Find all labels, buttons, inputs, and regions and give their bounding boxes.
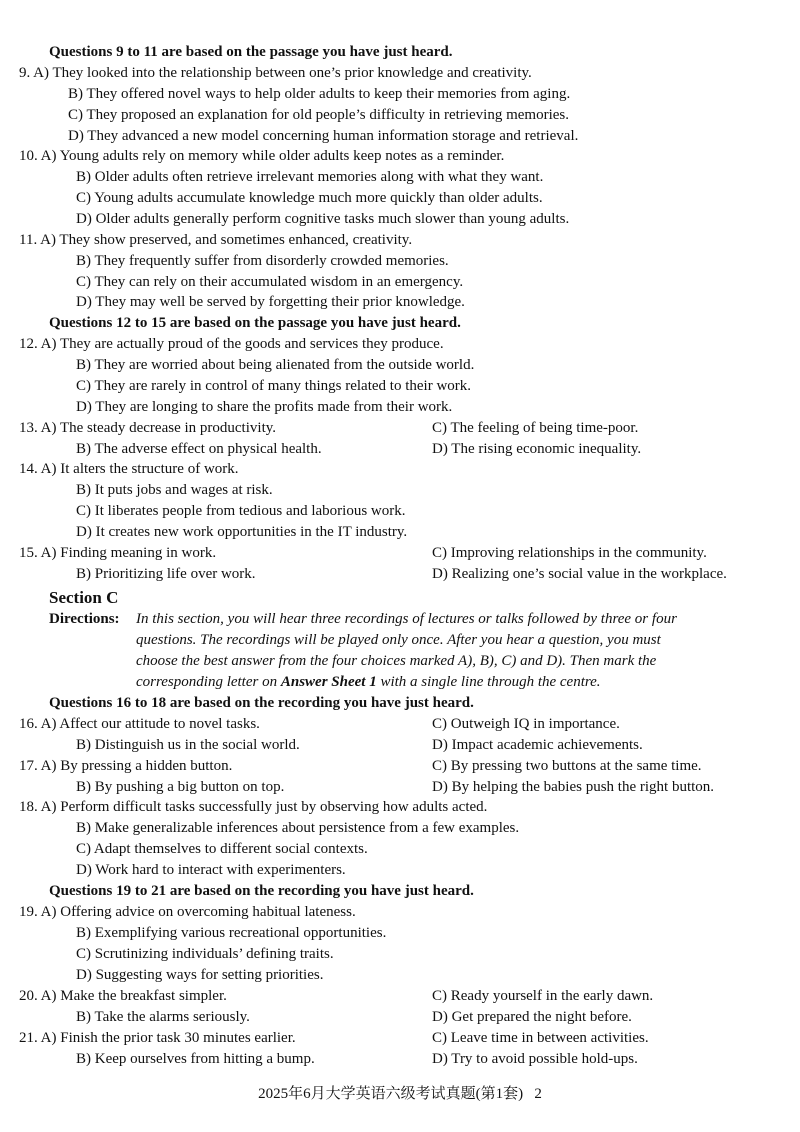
q12-option-b: B) They are worried about being alienated from the outside world. xyxy=(76,357,475,373)
q20-option-c: C) Ready yourself in the early dawn. xyxy=(432,988,654,1004)
q17-option-a: 17. A) By pressing a hidden button. xyxy=(19,758,233,774)
q11-option-d: D) They may well be served by forgetting their prior knowledge. xyxy=(76,294,465,310)
q14-option-b: B) It puts jobs and wages at risk. xyxy=(76,482,273,498)
heading-questions-16-18: Questions 16 to 18 are based on the recording you have just heard. xyxy=(49,695,474,711)
q19-option-d: D) Suggesting ways for setting priorities. xyxy=(76,967,324,983)
q19-option-a: 19. A) Offering advice on overcoming habitual lateness. xyxy=(19,904,356,920)
q16-option-b: B) Distinguish us in the social world. xyxy=(76,737,300,753)
directions-line-4-pre: corresponding letter on xyxy=(136,674,281,690)
q12-option-d: D) They are longing to share the profits made from their work. xyxy=(76,399,453,415)
q16-option-d: D) Impact academic achievements. xyxy=(432,737,643,753)
q19-option-b: B) Exemplifying various recreational opportunities. xyxy=(76,925,387,941)
q9-option-d: D) They advanced a new model concerning human information storage and retrieval. xyxy=(68,128,579,144)
q15-option-b: B) Prioritizing life over work. xyxy=(76,566,256,582)
q16-option-a: 16. A) Affect our attitude to novel tasks. xyxy=(19,716,260,732)
q11-option-b: B) They frequently suffer from disorderly crowded memories. xyxy=(76,253,449,269)
q11-option-a: 11. A) They show preserved, and sometimes enhanced, creativity. xyxy=(19,232,413,248)
q10-option-c: C) Young adults accumulate knowledge much more quickly than older adults. xyxy=(76,190,543,206)
directions-line-1: In this section, you will hear three recordings of lectures or talks followed by three or four xyxy=(136,611,677,627)
q13-option-b: B) The adverse effect on physical health. xyxy=(76,441,322,457)
q18-option-d: D) Work hard to interact with experimenters. xyxy=(76,862,346,878)
directions-label xyxy=(49,609,120,630)
q15-option-c: C) Improving relationships in the community. xyxy=(432,545,707,561)
q21-option-c: C) Leave time in between activities. xyxy=(432,1030,649,1046)
q16-option-c: C) Outweigh IQ in importance. xyxy=(432,716,620,732)
q10-option-a: 10. A) Young adults rely on memory while older adults keep notes as a reminder. xyxy=(19,148,505,164)
q20-option-d: D) Get prepared the night before. xyxy=(432,1009,632,1025)
directions-line-3: choose the best answer from the four choices marked A), B), C) and D). Then mark the xyxy=(136,653,657,669)
q17-option-b: B) By pushing a big button on top. xyxy=(76,779,285,795)
q20-option-b: B) Take the alarms seriously. xyxy=(76,1009,250,1025)
q18-option-a: 18. A) Perform difficult tasks successfully just by observing how adults acted. xyxy=(19,799,488,815)
q12-option-a: 12. A) They are actually proud of the goods and services they produce. xyxy=(19,336,444,352)
q13-option-c: C) The feeling of being time-poor. xyxy=(432,420,639,436)
q14-option-c: C) It liberates people from tedious and laborious work. xyxy=(76,503,406,519)
q13-option-a: 13. A) The steady decrease in productivity. xyxy=(19,420,277,436)
heading-questions-9-11: Questions 9 to 11 are based on the passage you have just heard. xyxy=(49,44,453,60)
q13-option-d: D) The rising economic inequality. xyxy=(432,441,642,457)
q11-option-c: C) They can rely on their accumulated wisdom in an emergency. xyxy=(76,274,464,290)
q14-option-a: 14. A) It alters the structure of work. xyxy=(19,461,239,477)
q15-option-d: D) Realizing one’s social value in the workplace. xyxy=(432,566,727,582)
q10-option-d: D) Older adults generally perform cognitive tasks much slower than young adults. xyxy=(76,211,570,227)
q21-option-a: 21. A) Finish the prior task 30 minutes earlier. xyxy=(19,1030,296,1046)
q21-option-d: D) Try to avoid possible hold-ups. xyxy=(432,1051,638,1067)
directions-line-2: questions. The recordings will be played only once. After you hear a question, you must xyxy=(136,632,661,648)
q20-option-a: 20. A) Make the breakfast simpler. xyxy=(19,988,227,1004)
q21-option-b: B) Keep ourselves from hitting a bump. xyxy=(76,1051,315,1067)
heading-questions-19-21: Questions 19 to 21 are based on the recording you have just heard. xyxy=(49,883,474,899)
q14-option-d: D) It creates new work opportunities in the IT industry. xyxy=(76,524,408,540)
directions-label-text: Directions: xyxy=(49,611,120,627)
q17-option-d: D) By helping the babies push the right button. xyxy=(432,779,715,795)
q18-option-b: B) Make generalizable inferences about persistence from a few examples. xyxy=(76,820,520,836)
page-footer: 2025年6月大学英语六级考试真题(第1套) 2 xyxy=(258,1086,542,1102)
q9-option-a: 9. A) They looked into the relationship between one’s prior knowledge and creativity. xyxy=(19,65,532,81)
q15-option-a: 15. A) Finding meaning in work. xyxy=(19,545,217,561)
heading-questions-12-15: Questions 12 to 15 are based on the passage you have just heard. xyxy=(49,315,461,331)
q9-option-b: B) They offered novel ways to help older adults to keep their memories from aging. xyxy=(68,86,571,102)
directions-line-4-post: with a single line through the centre. xyxy=(376,674,601,690)
section-c-title: Section C xyxy=(49,588,119,607)
q10-option-b: B) Older adults often retrieve irrelevant memories along with what they want. xyxy=(76,169,544,185)
answer-sheet-emphasis: Answer Sheet 1 xyxy=(280,674,377,690)
q9-option-c: C) They proposed an explanation for old people’s difficulty in retrieving memories. xyxy=(68,107,569,123)
q18-option-c: C) Adapt themselves to different social contexts. xyxy=(76,841,368,857)
directions-line-4 xyxy=(136,672,601,693)
q12-option-c: C) They are rarely in control of many things related to their work. xyxy=(76,378,472,394)
q17-option-c: C) By pressing two buttons at the same time. xyxy=(432,758,702,774)
q19-option-c: C) Scrutinizing individuals’ defining traits. xyxy=(76,946,334,962)
